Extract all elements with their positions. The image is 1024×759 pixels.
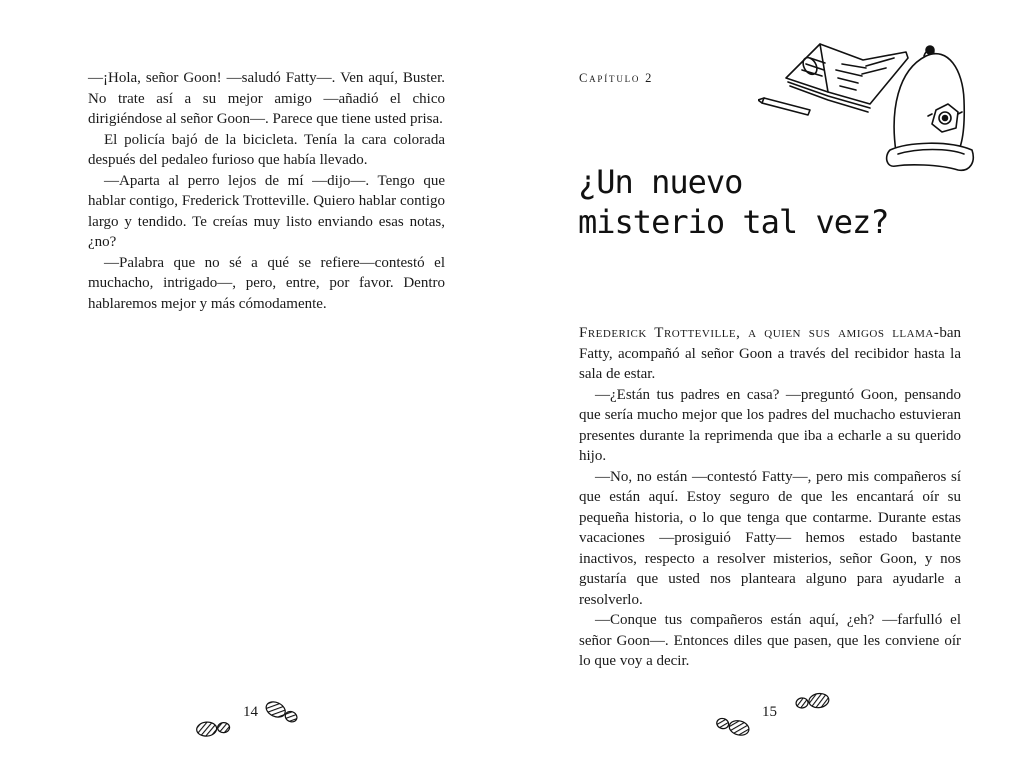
paragraph: El policía bajó de la bicicleta. Tenía la cara colorada después del pedaleo furioso que había llevado. xyxy=(88,131,445,168)
page-number: 15 xyxy=(762,704,777,720)
opening-paragraph xyxy=(579,323,961,385)
left-page-body xyxy=(88,68,445,314)
paragraph: —No, no están —contestó Fatty—, pero mis compañeros sí que están aquí. Estoy seguro de que les encantará oír su pequeña historia, o lo que tenga que contarme. Durante estas vacaciones —prosiguió Fatty— hemos estado bastante inactivos, respecto a resolver misterios, señor Goon, y nos gustaría que usted nos planteara alguno para ayudarle a resolverlo. xyxy=(579,468,961,608)
chapter-title-line: misterio tal vez? xyxy=(578,203,889,241)
chapter-title-line: ¿Un nuevo xyxy=(578,163,743,201)
page-number: 14 xyxy=(243,704,258,720)
footprints-icon xyxy=(712,692,842,742)
paragraph: —Conque tus compañeros están aquí, ¿eh? —farfulló el señor Goon—. Entonces diles que pasen, que les conviene oír lo que voy a decir. xyxy=(579,612,961,669)
right-page-body xyxy=(579,323,961,672)
paragraph: —¡Hola, señor Goon! —saludó Fatty—. Ven aquí, Buster. No trate así a su mejor amigo —añadió el chico dirigiéndose al señor Goon—. Parece que tiene usted prisa. xyxy=(88,70,445,127)
opening-rest: ban Fatty, acompañó al señor Goon a través del recibidor hasta la sala de estar. xyxy=(579,325,961,382)
paragraph: —Palabra que no sé a qué se refiere—contestó el muchacho, intrigado—, pero, entre, por favor. Dentro hablaremos mejor y más cómodamente. xyxy=(88,254,445,312)
chapter-label: Capítulo 2 xyxy=(579,71,654,85)
opening-smallcaps: Frederick Trotteville, a quien sus amigos llama- xyxy=(579,325,940,341)
paragraph: —¿Están tus padres en casa? —preguntó Goon, pensando que sería mucho mejor que los padres del muchacho estuvieran presentes durante la reprimenda que iba a echarle a su querido hijo. xyxy=(579,386,961,464)
notebook-pen-police-helmet-icon xyxy=(758,30,983,180)
paragraph: —Aparta al perro lejos de mí —dijo—. Tengo que hablar contigo, Frederick Trotteville. Quiero hablar contigo largo y tendido. Te creías muy listo enviando esas notas, ¿no? xyxy=(88,172,445,250)
